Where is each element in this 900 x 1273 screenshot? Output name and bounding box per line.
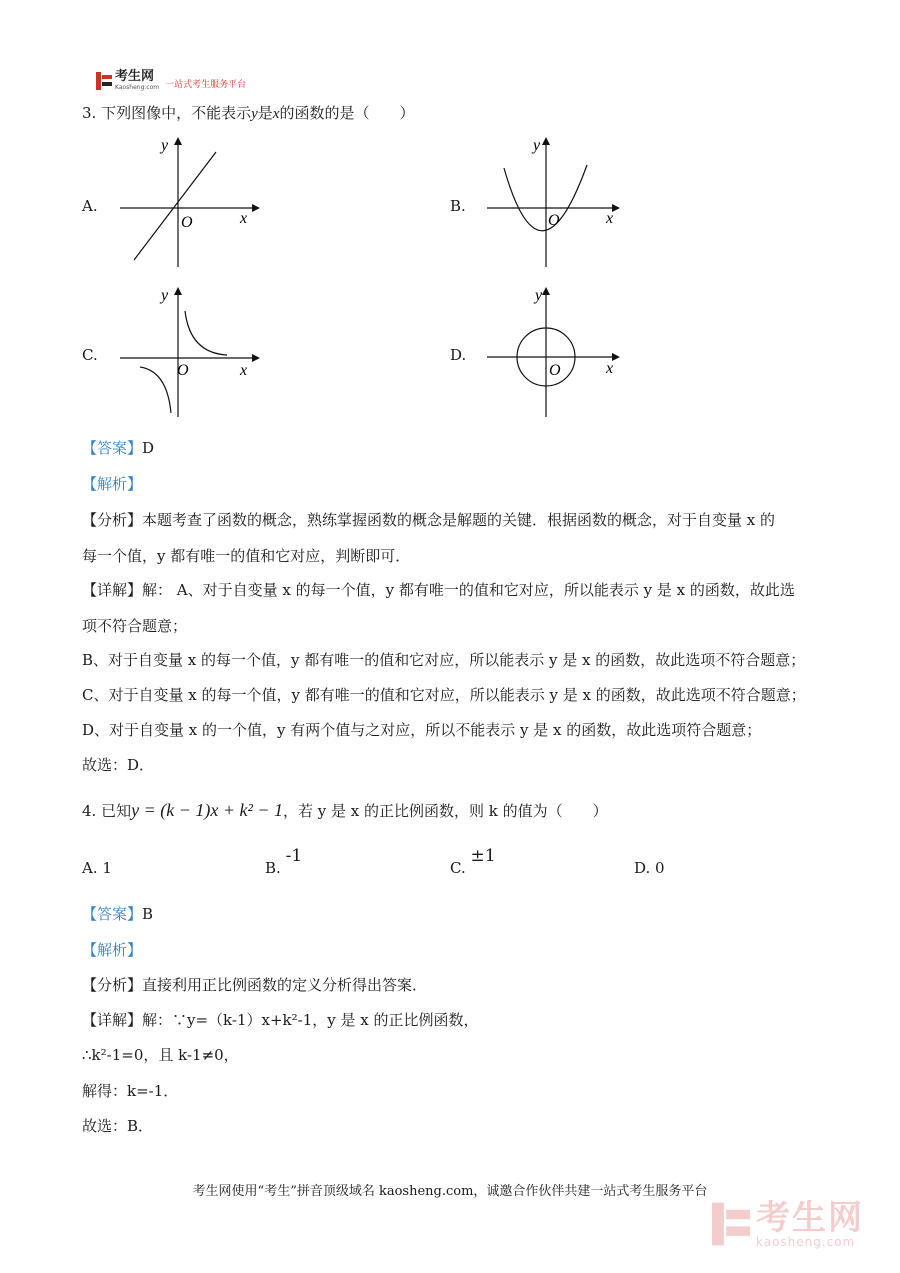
origin-label: O xyxy=(549,362,561,379)
q3-line-c: C、对于自变量 x 的每一个值，y 都有唯一的值和它对应，所以能表示 y 是 x 的函数，故此选项不符合题意； xyxy=(82,686,806,704)
q4-step2: ∴k²-1=0，且 k-1≠0， xyxy=(82,1046,239,1064)
q3-line-d: D、对于自变量 x 的一个值，y 有两个值与之对应，所以不能表示 y 是 x 的函数，故此选项符合题意； xyxy=(82,721,762,739)
q3-fenxi-line1: 【分析】本题考查了函数的概念，熟练掌握函数的概念是解题的关键．根据函数的概念，对于自变量 x 的 xyxy=(82,511,776,529)
q3-answer: 【答案】D xyxy=(82,439,155,457)
q3-line-b: B、对于自变量 x 的每一个值，y 都有唯一的值和它对应，所以能表示 y 是 x 的函数，故此选项不符合题意； xyxy=(82,651,806,669)
axis-label-x: x xyxy=(240,210,248,227)
logo-slogan: 一站式考生服务平台 xyxy=(165,80,247,90)
q3-graph-c xyxy=(115,285,260,420)
q4-conclusion: 故选：B． xyxy=(82,1117,154,1135)
q3-option-b-label: B. xyxy=(450,197,466,215)
q4-stem: 4. 已知y = (k − 1)x + k² − 1，若 y 是 x 的正比例函数，则 k 的值为（ ） xyxy=(82,800,608,820)
q3-xiangjie-line1: 【详解】解： A、对于自变量 x 的每一个值，y 都有唯一的值和它对应，所以能表示 y 是 x 的函数，故此选 xyxy=(82,581,795,599)
q4-option-a: A. 1 xyxy=(82,859,112,877)
watermark xyxy=(712,1200,864,1248)
watermark-url: kaosheng.com xyxy=(756,1235,856,1249)
q3-analysis-heading: 【解析】 xyxy=(82,475,143,493)
q4-analysis-heading: 【解析】 xyxy=(82,941,143,959)
q3-graph-d xyxy=(482,285,627,420)
q3-option-d-label: D. xyxy=(450,346,467,364)
q4-formula: y = (k − 1)x + k² − 1 xyxy=(131,800,284,820)
q3-conclusion: 故选：D． xyxy=(82,756,155,774)
axis-label-y: y xyxy=(161,287,169,304)
axis-label-y: y xyxy=(161,137,169,154)
origin-label: O xyxy=(181,214,193,231)
q3-graph-b xyxy=(482,135,627,270)
logo-name: 考生网 xyxy=(115,69,155,84)
axis-label-x: x xyxy=(606,360,614,377)
header-logo xyxy=(96,70,246,91)
logo-url: Kaosheng.com xyxy=(115,84,160,91)
q3-fenxi-line2: 每一个值，y 都有唯一的值和它对应，判断即可． xyxy=(82,547,411,565)
q4-answer: 【答案】B xyxy=(82,905,154,923)
q4-option-d: D. 0 xyxy=(634,859,665,877)
q4-xiangjie: 【详解】解：∵y=（k-1）x+k²-1，y 是 x 的正比例函数， xyxy=(82,1011,479,1029)
q4-step3: 解得：k=-1． xyxy=(82,1082,179,1100)
origin-label: O xyxy=(548,212,560,229)
q4-fenxi: 【分析】直接利用正比例函数的定义分析得出答案． xyxy=(82,976,428,994)
q3-option-c-label: C. xyxy=(82,346,98,364)
axis-label-x: x xyxy=(240,362,248,379)
page-footer: 考生网使用“考生”拼音顶级域名 kaosheng.com，诚邀合作伙伴共建一站式考生服务平台 xyxy=(192,1184,708,1199)
axis-label-y: y xyxy=(535,287,543,304)
q4-option-b: B. -1 xyxy=(265,846,303,877)
axis-label-x: x xyxy=(606,210,614,227)
q4-option-c: C. ±1 xyxy=(450,846,496,877)
watermark-name: 考生网 xyxy=(756,1198,864,1238)
axis-label-y: y xyxy=(533,137,541,154)
logo-icon xyxy=(96,72,112,90)
watermark-logo-icon xyxy=(712,1202,750,1246)
q3-xiangjie-line2: 项不符合题意； xyxy=(82,617,188,635)
origin-label: O xyxy=(177,362,189,379)
q3-stem: 3. 下列图像中，不能表示y是x的函数的是（ ） xyxy=(82,104,415,122)
q3-graph-a xyxy=(115,135,260,270)
q3-option-a-label: A. xyxy=(82,197,98,215)
